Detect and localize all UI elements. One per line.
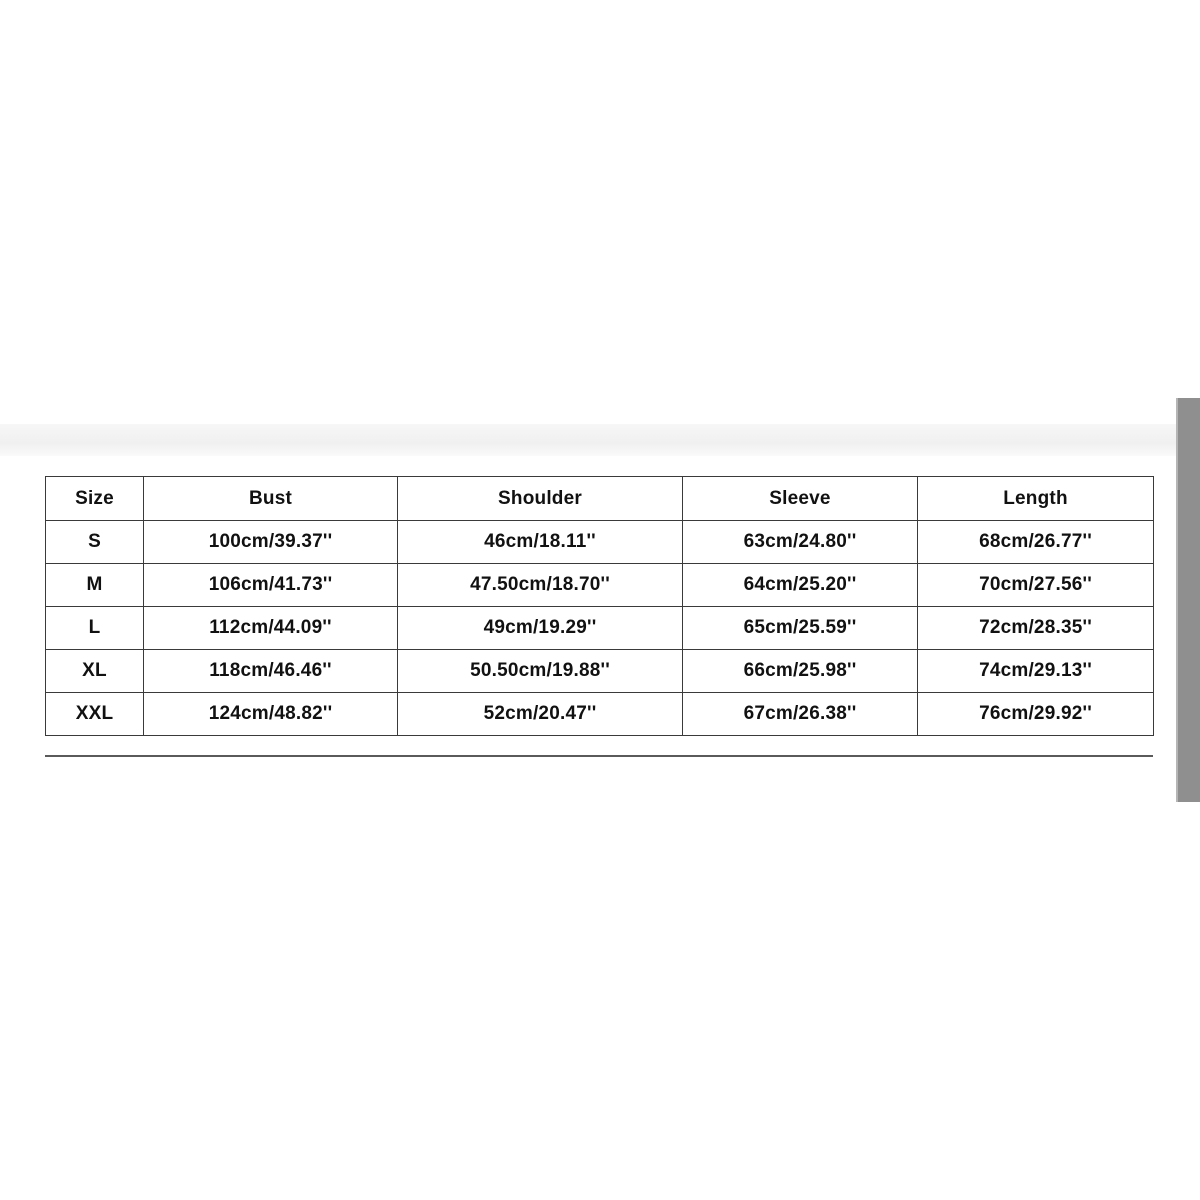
cell-shoulder: 47.50cm/18.70'' — [398, 564, 683, 607]
cell-size: M — [46, 564, 144, 607]
cell-length: 72cm/28.35'' — [918, 607, 1154, 650]
table-row — [46, 521, 1154, 564]
cell-sleeve: 65cm/25.59'' — [683, 607, 918, 650]
cell-length: 68cm/26.77'' — [918, 521, 1154, 564]
right-side-bar — [1178, 398, 1200, 802]
cell-sleeve: 64cm/25.20'' — [683, 564, 918, 607]
header-sleeve: Sleeve — [683, 477, 918, 521]
cell-shoulder: 49cm/19.29'' — [398, 607, 683, 650]
cell-bust: 106cm/41.73'' — [144, 564, 398, 607]
bottom-rule-line — [45, 755, 1153, 757]
cell-length: 76cm/29.92'' — [918, 693, 1154, 736]
cell-sleeve: 66cm/25.98'' — [683, 650, 918, 693]
table-row — [46, 607, 1154, 650]
header-shoulder: Shoulder — [398, 477, 683, 521]
table-header-row — [46, 477, 1154, 521]
cell-size: L — [46, 607, 144, 650]
header-size: Size — [46, 477, 144, 521]
table-row — [46, 693, 1154, 736]
cell-size: S — [46, 521, 144, 564]
cell-shoulder: 50.50cm/19.88'' — [398, 650, 683, 693]
table-row — [46, 564, 1154, 607]
cell-bust: 112cm/44.09'' — [144, 607, 398, 650]
cell-size: XL — [46, 650, 144, 693]
cell-sleeve: 67cm/26.38'' — [683, 693, 918, 736]
size-chart-table — [45, 476, 1154, 736]
header-bust: Bust — [144, 477, 398, 521]
cell-sleeve: 63cm/24.80'' — [683, 521, 918, 564]
table-row — [46, 650, 1154, 693]
cell-shoulder: 46cm/18.11'' — [398, 521, 683, 564]
cell-bust: 124cm/48.82'' — [144, 693, 398, 736]
cell-length: 74cm/29.13'' — [918, 650, 1154, 693]
cell-bust: 100cm/39.37'' — [144, 521, 398, 564]
cell-length: 70cm/27.56'' — [918, 564, 1154, 607]
cell-shoulder: 52cm/20.47'' — [398, 693, 683, 736]
top-band — [0, 424, 1178, 456]
cell-size: XXL — [46, 693, 144, 736]
cell-bust: 118cm/46.46'' — [144, 650, 398, 693]
header-length: Length — [918, 477, 1154, 521]
